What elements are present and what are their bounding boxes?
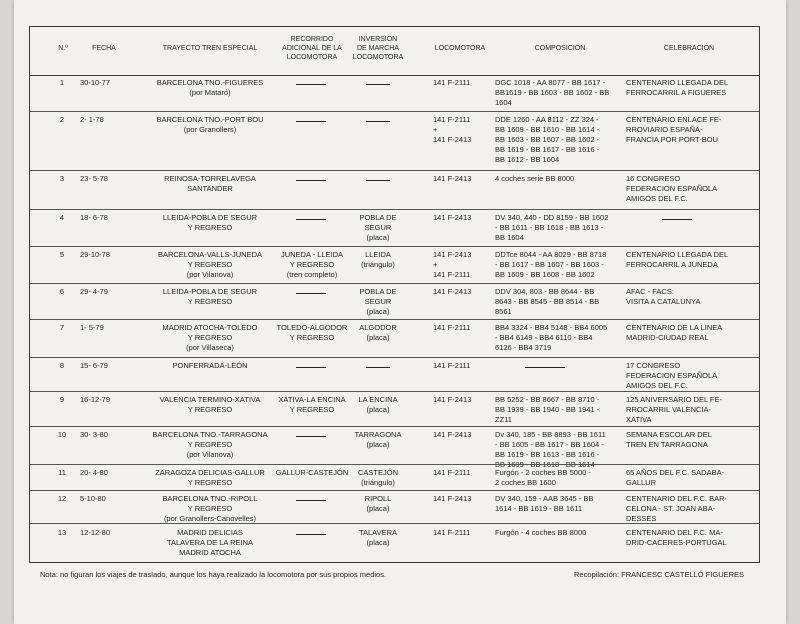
row-route: VALENCIA TERMINO-XATIVA Y REGRESO: [159, 395, 261, 414]
row-date: 12-12-80: [80, 528, 111, 537]
row-locomotive: 141 F-2413: [433, 287, 472, 296]
empty-dash: [366, 84, 390, 85]
row-divider: [30, 111, 759, 112]
row-date: 23- 5-78: [80, 174, 108, 183]
row-route: BARCELONA TNO.-FIGUERES (por Mataró): [156, 78, 264, 97]
row-route: PONFERRADA-LEÓN: [172, 361, 248, 370]
row-route: REINOSA-TORRELAVEGA SANTANDER: [164, 174, 256, 193]
row-route: MADRID ATOCHA-TOLEDO Y REGRESO (por Villaseca): [162, 323, 258, 352]
empty-dash: [296, 436, 326, 437]
row-celebration: 125 ANIVERSARIO DEL FE- RROCARRIL VALENCIA- XATIVA: [626, 395, 723, 424]
row-date: 5-10-80: [80, 494, 106, 503]
row-reversal: TARRAGONA (placa): [354, 430, 402, 449]
row-number: 13: [57, 528, 67, 537]
row-divider: [30, 490, 759, 491]
row-celebration: CENTENARIO DE LA LINEA MADRID-CIUDAD REAL: [626, 323, 723, 342]
row-reversal: TALAVERA (placa): [358, 528, 398, 547]
row-number: 9: [59, 395, 65, 404]
row-celebration: CENTENARIO ENLACE FE- RROVIARIO ESPAÑA- FRANCIA POR PORT-BOU: [626, 115, 722, 144]
row-reversal: RIPOLL (placa): [364, 494, 392, 513]
row-date: 2- 1-78: [80, 115, 104, 124]
row-locomotive: 141 F-2111: [433, 323, 471, 332]
header-trayecto: TRAYECTO TREN ESPECIAL: [162, 45, 258, 52]
row-divider: [30, 209, 759, 210]
row-date: 29- 4-79: [80, 287, 108, 296]
row-reversal: ALGODOR (placa): [359, 323, 397, 342]
row-route: BARCELONA TNO.-RIPOLL Y REGRESO (por Granollers-Canovelles): [162, 494, 258, 523]
row-divider: [30, 464, 759, 465]
row-celebration: 16 CONGRESO FEDERACION ESPAÑOLA AMIGOS DEL F.C.: [626, 174, 718, 203]
row-celebration: CENTENARIO DEL F.C. MA- DRID-CACERES-PORTUGAL: [626, 528, 727, 547]
row-number: 3: [59, 174, 65, 183]
empty-dash: [296, 121, 326, 122]
row-celebration: CENTENARIO LLEGADA DEL FERROCARRIL A FIGUERES: [626, 78, 729, 97]
row-date: 16-12-79: [80, 395, 111, 404]
empty-dash: [296, 367, 326, 368]
header-inversion: INVERSION DE MARCHA LOCOMOTORA: [352, 36, 404, 61]
row-reversal: LA ENCINA (placa): [358, 395, 398, 414]
row-divider: [30, 523, 759, 524]
row-number: 1: [59, 78, 65, 87]
row-route: LLEIDA-POBLA DE SEGUR Y REGRESO: [162, 213, 258, 232]
header-locomotora: LOCOMOTORA: [434, 45, 486, 52]
row-locomotive: 141 F-2111: [433, 528, 471, 537]
row-date: 15- 6-79: [80, 361, 108, 370]
row-divider: [30, 391, 759, 392]
row-reversal: CASTEJÓN (triángulo): [357, 468, 398, 487]
row-date: 20- 4-80: [80, 468, 108, 477]
row-divider: [30, 283, 759, 284]
row-locomotive: 141 F-2413: [433, 213, 472, 222]
row-date: 30- 3-80: [80, 430, 108, 439]
row-reversal: POBLA DE SEGUR (placa): [359, 287, 397, 316]
row-celebration: AFAC - FACS: VISITA A CATALUNYA: [626, 287, 701, 306]
empty-dash: [366, 121, 390, 122]
row-additional-route: XATIVA-LA ENCINA Y REGRESO: [278, 395, 346, 414]
row-composition: DV 340, 440 - DD 8159 - BB 1602 - BB 1611 - BB 1618 - BB 1613 - BB 1604: [495, 213, 609, 242]
row-celebration: CENTENARIO LLEGADA DEL FERROCARRIL A JUNEDA: [626, 250, 729, 269]
row-reversal: POBLA DE SEGUR (placa): [359, 213, 397, 242]
row-route: BARCELONA TNO.-TARRAGONA Y REGRESO (por Vilanova): [152, 430, 268, 459]
row-number: 6: [59, 287, 65, 296]
row-composition: DDTce 8044 - AA 8029 - BB 8718 - BB 1617 - BB 1607 - BB 1603 - BB 1609 - BB 1608 - BB 1602: [495, 250, 607, 279]
row-date: 30-10-77: [80, 78, 111, 87]
row-route: LLEIDA-POBLA DE SEGUR Y REGRESO: [162, 287, 258, 306]
row-locomotive: 141 F-2111 + 141 F-2413: [433, 115, 472, 144]
header-divider: [30, 75, 759, 76]
row-celebration: 17 CONGRESO FEDERACION ESPAÑOLA AMIGOS DEL F.C.: [626, 361, 718, 390]
row-locomotive: 141 F-2111: [433, 361, 471, 370]
row-date: 1- 5-79: [80, 323, 104, 332]
row-composition: DDV 304, 803 - BB 8644 - BB 8643 - BB 8545 - BB 8514 - BB 8561: [495, 287, 600, 316]
row-route: MADRID DELICIAS TALAVERA DE LA REINA MADRID ATOCHA: [166, 528, 253, 557]
row-additional-route: GALLUR-CASTEJÓN: [275, 468, 349, 477]
row-composition: Dv 340, 185 - BB 8893 - BB 1611 - BB 1605 - BB 1617 - BB 1604 - BB 1619 - BB 1613 - BB 1616 - BB 1609 - BB 1618 - BB 1614: [495, 430, 606, 469]
row-number: 11: [58, 468, 66, 477]
row-date: 29-10-78: [80, 250, 111, 259]
row-locomotive: 141 F-2413: [433, 174, 472, 183]
header-fecha: FECHA: [92, 45, 116, 52]
row-divider: [30, 426, 759, 427]
row-celebration: SEMANA ESCOLAR DEL TREN EN TARRAGONA: [626, 430, 712, 449]
row-composition: Furgón - 2 coches BB 5000 - 2 coches BB 1600: [495, 468, 591, 487]
row-locomotive: 141 F-2413 + 141 F-2111: [433, 250, 472, 279]
empty-dash: [296, 219, 326, 220]
header-recorrido: RECORRIDO ADICIONAL DE LA LOCOMOTORA: [282, 36, 342, 61]
row-composition: DGC 1018 - AA 8077 - BB 1617 - BB1619 - BB 1603 - BB 1602 - BB 1604: [495, 78, 610, 107]
row-route: ZARAGOZA DELICIAS-GALLUR Y REGRESO: [155, 468, 265, 487]
row-additional-route: TOLEDO-ALGODOR Y REGRESO: [276, 323, 348, 342]
row-composition: DV 340, 159 - AAB 3645 - BB 1614 - BB 1619 - BB 1611: [495, 494, 594, 513]
row-number: 12: [57, 494, 67, 503]
footer-note: Nota: no figuran los viajes de traslado, aunque los haya realizado la locomotora por sus propios medios.: [40, 570, 387, 579]
row-divider: [30, 246, 759, 247]
row-composition: DDE 1260 - AA 8112 - ZZ 324 - BB 1609 - BB 1610 - BB 1614 - BB 1603 - BB 1607 - BB 1602 - BB 1619 - BB 1617 - BB 1616 - BB 1612 - BB 1604: [495, 115, 600, 164]
empty-dash: [296, 293, 326, 294]
empty-dash: [296, 84, 326, 85]
row-route: BARCELONA-VALLS-JUNEDA Y REGRESO (por Vilanova): [157, 250, 263, 279]
empty-dash: [662, 219, 692, 220]
row-divider: [30, 357, 759, 358]
row-number: 10: [57, 430, 67, 439]
header-composicion: COMPOSICIÓN: [534, 45, 586, 52]
row-date: 18- 6-78: [80, 213, 108, 222]
row-composition: Furgón - 4 coches BB 8000: [495, 528, 587, 537]
empty-dash: [366, 180, 390, 181]
row-route: BARCELONA TNO.-PORT BOU (por Granollers): [156, 115, 264, 134]
row-locomotive: 141 F-2413: [433, 430, 472, 439]
row-divider: [30, 319, 759, 320]
empty-dash: [296, 500, 326, 501]
row-additional-route: JUNEDA - LLEIDA Y REGRESO (tren completo): [280, 250, 344, 279]
empty-dash: [525, 367, 565, 368]
row-locomotive: 141 F-2413: [433, 395, 472, 404]
row-number: 5: [59, 250, 65, 259]
empty-dash: [296, 534, 326, 535]
row-number: 4: [59, 213, 65, 222]
row-composition: BB 5252 - BB 8667 - BB 8710 - BB 1939 - BB 1940 - BB 1941 - ZZ11: [495, 395, 600, 424]
row-number: 7: [59, 323, 65, 332]
footer-credit: Recopilación: FRANCESC CASTELLÓ FIGUERES: [574, 570, 745, 579]
row-composition: 4 coches serie BB 8000: [495, 174, 575, 183]
header-num: N.º: [58, 45, 68, 52]
row-reversal: LLEIDA (triángulo): [361, 250, 395, 269]
row-composition: BB4 3324 - BB4 5148 - BB4 6005 - BB4 6149 - BB4 6110 - BB4 6126 - BB4 3719: [495, 323, 608, 352]
row-locomotive: 141 F-2413: [433, 494, 472, 503]
row-celebration: 65 AÑOS DEL F.C. SADABA- GALLUR: [626, 468, 725, 487]
empty-dash: [366, 367, 390, 368]
empty-dash: [296, 180, 326, 181]
row-divider: [30, 170, 759, 171]
header-celebracion: CELEBRACIÓN: [663, 45, 715, 52]
row-number: 8: [59, 361, 65, 370]
row-locomotive: 141 F-2111: [433, 78, 471, 87]
row-number: 2: [59, 115, 65, 124]
row-celebration: CENTENARIO DEL F.C. BAR- CELONA - ST. JOAN ABA- DESSES: [626, 494, 727, 523]
row-locomotive: 141 F-2111: [433, 468, 471, 477]
